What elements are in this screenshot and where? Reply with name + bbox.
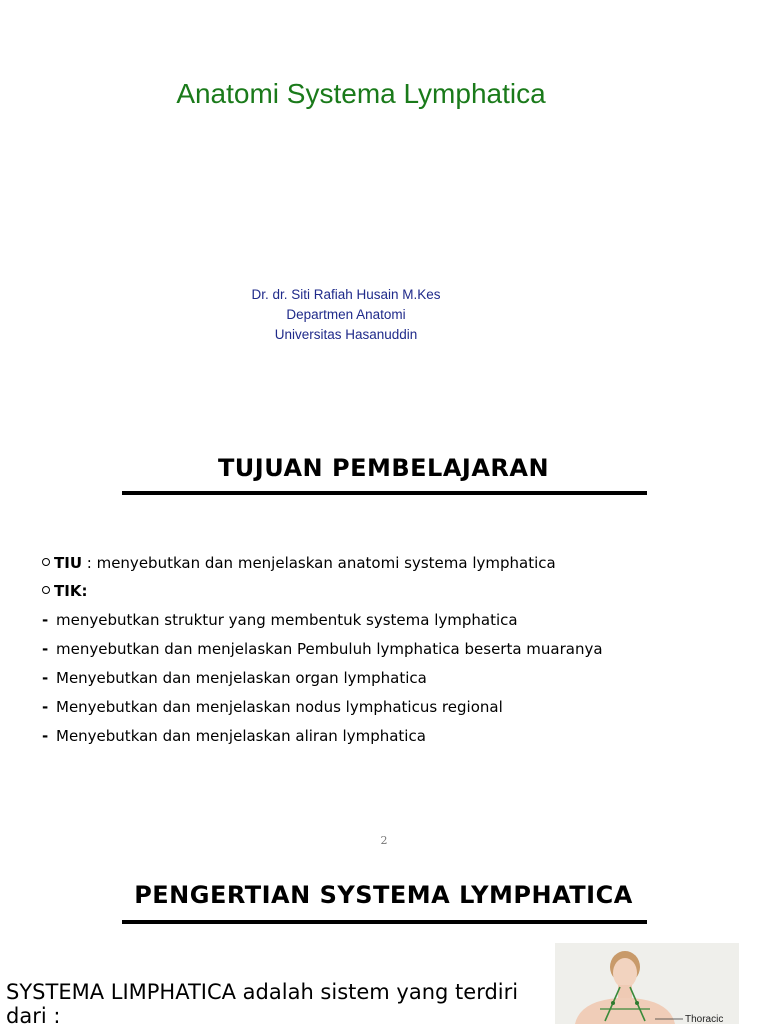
dash-bullet-icon: - — [42, 611, 49, 629]
author-department: Departmen Anatomi — [286, 307, 406, 322]
circle-bullet-icon — [42, 558, 50, 566]
list-item-text: Menyebutkan dan menjelaskan organ lymphatica — [56, 669, 427, 687]
human-body-illustration — [555, 943, 739, 1024]
heading-underline — [122, 920, 647, 924]
dash-bullet-icon: - — [42, 640, 49, 658]
list-item-text: menyebutkan dan menjelaskan Pembuluh lymphatica beserta muaranya — [56, 640, 603, 658]
figure-label: Thoracic — [685, 1014, 724, 1024]
dash-bullet-icon: - — [42, 698, 49, 716]
dash-bullet-icon: - — [42, 727, 49, 745]
list-item — [42, 669, 427, 687]
tik-line — [42, 582, 87, 600]
tiu-line — [42, 554, 556, 572]
definition-heading: PENGERTIAN SYSTEMA LYMPHATICA — [134, 881, 633, 909]
definition-text: SYSTEMA LIMPHATICA adalah sistem yang terdiri dari : — [6, 980, 519, 1028]
list-item-text: Menyebutkan dan menjelaskan nodus lymphaticus regional — [56, 698, 503, 716]
lymphatic-anatomy-figure — [555, 943, 739, 1024]
list-item — [42, 640, 603, 658]
author-university: Universitas Hasanuddin — [274, 327, 418, 342]
list-item-text: Menyebutkan dan menjelaskan aliran lymphatica — [56, 727, 426, 745]
circle-bullet-icon — [42, 586, 50, 594]
list-item-text: menyebutkan struktur yang membentuk systema lymphatica — [56, 611, 518, 629]
dash-bullet-icon: - — [42, 669, 49, 687]
objectives-heading: TUJUAN PEMBELAJARAN — [217, 454, 550, 482]
tiu-text: : menyebutkan dan menjelaskan anatomi systema lymphatica — [82, 554, 556, 572]
tik-label: TIK — [54, 582, 82, 600]
list-item — [42, 698, 503, 716]
tik-colon: : — [81, 582, 88, 600]
list-item — [42, 611, 518, 629]
list-item — [42, 727, 426, 745]
tiu-label: TIU — [54, 554, 82, 572]
slide-title: Anatomi Systema Lymphatica — [176, 78, 546, 109]
page-number: 2 — [380, 834, 388, 847]
author-name: Dr. dr. Siti Rafiah Husain M.Kes — [251, 287, 441, 302]
heading-underline — [122, 491, 647, 495]
